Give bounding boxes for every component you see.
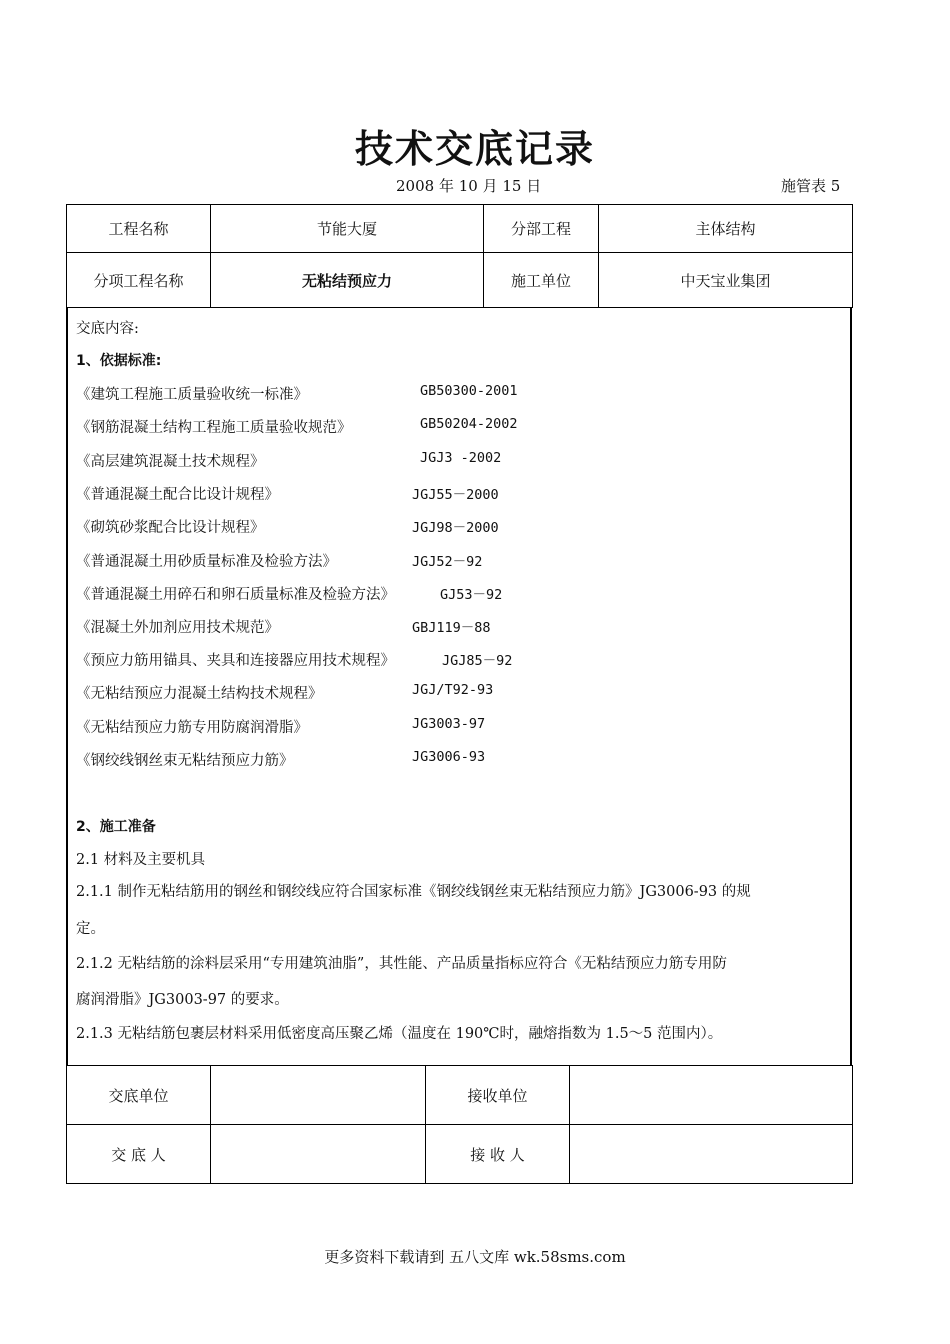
paragraph-2-1-2-cont: 腐润滑脂》JG3003-97 的要求。 (76, 992, 289, 1008)
disclosure-content (66, 307, 852, 1065)
standard-item: 《钢筋混凝土结构工程施工质量验收规范》 GB50204-2002 (76, 416, 518, 436)
receiver-unit-label: 接收单位 (426, 1066, 570, 1125)
project-name-label: 工程名称 (67, 205, 211, 253)
division-label: 分部工程 (484, 205, 599, 253)
form-number: 施管表 5 (781, 177, 841, 195)
standard-item: 《无粘结预应力筋专用防腐润滑脂》 JG3003-97 (76, 716, 486, 736)
paragraph-2-1-1: 2.1.1 制作无粘结筋用的钢丝和钢绞线应符合国家标准《钢绞线钢丝束无粘结预应力筋》JG3006-93 的规 (76, 884, 751, 900)
subitem-value: 无粘结预应力 (211, 253, 484, 308)
content-intro: 交底内容: (76, 321, 139, 337)
standard-item: 《普通混凝土用砂质量标准及检验方法》 JGJ52－92 (76, 554, 483, 570)
standard-item: 《无粘结预应力混凝土结构技术规程》 JGJ/T92-93 (76, 682, 494, 702)
standard-item: 《钢绞线钢丝束无粘结预应力筋》 JG3006-93 (76, 749, 486, 769)
paragraph-2-1-2: 2.1.2 无粘结筋的涂料层采用“专用建筑油脂”，其性能、产品质量指标应符合《无粘结预应力筋专用防 (76, 956, 727, 972)
division-value: 主体结构 (599, 205, 853, 253)
receiver-field[interactable] (570, 1125, 853, 1184)
receiver-unit-field[interactable] (570, 1066, 853, 1125)
paragraph-2-1-3: 2.1.3 无粘结筋包裹层材料采用低密度高压聚乙烯（温度在 190℃时，融熔指数为 1.5～5 范围内）。 (76, 1026, 723, 1042)
standard-item: 《普通混凝土配合比设计规程》 JGJ55－2000 (76, 487, 499, 503)
standard-item: 《混凝土外加剂应用技术规范》 GBJ119－88 (76, 620, 491, 636)
header-table (66, 204, 853, 308)
standard-item: 《预应力筋用锚具、夹具和连接器应用技术规程》 JGJ85－92 (76, 653, 513, 669)
receiver-label: 接 收 人 (426, 1125, 570, 1184)
subitem-label: 分项工程名称 (67, 253, 211, 308)
standard-item: 《高层建筑混凝土技术规程》 JGJ3 -2002 (76, 450, 502, 470)
signature-table (66, 1065, 853, 1184)
issuer-field[interactable] (211, 1125, 426, 1184)
issuer-unit-field[interactable] (211, 1066, 426, 1125)
standard-item: 《砌筑砂浆配合比设计规程》 JGJ98－2000 (76, 520, 499, 536)
issuer-label: 交 底 人 (67, 1125, 211, 1184)
section-2-title: 2、施工准备 (76, 819, 156, 835)
issuer-unit-label: 交底单位 (67, 1066, 211, 1125)
contractor-label: 施工单位 (484, 253, 599, 308)
contractor-value: 中天宝业集团 (599, 253, 853, 308)
standard-item: 《普通混凝土用碎石和卵石质量标准及检验方法》 GJ53－92 (76, 587, 503, 603)
subsection-2-1: 2.1 材料及主要机具 (76, 852, 206, 868)
page-footer[interactable]: 更多资料下载请到 五八文库 wk.58sms.com (324, 1248, 626, 1266)
record-date: 2008 年 10 月 15 日 (396, 177, 542, 195)
page-title: 技术交底记录 (354, 127, 595, 171)
section-1-title: 1、依据标准: (76, 353, 162, 369)
paragraph-2-1-1-cont: 定。 (76, 921, 105, 937)
project-name-value: 节能大厦 (211, 205, 484, 253)
standard-item: 《建筑工程施工质量验收统一标准》 GB50300-2001 (76, 383, 518, 403)
